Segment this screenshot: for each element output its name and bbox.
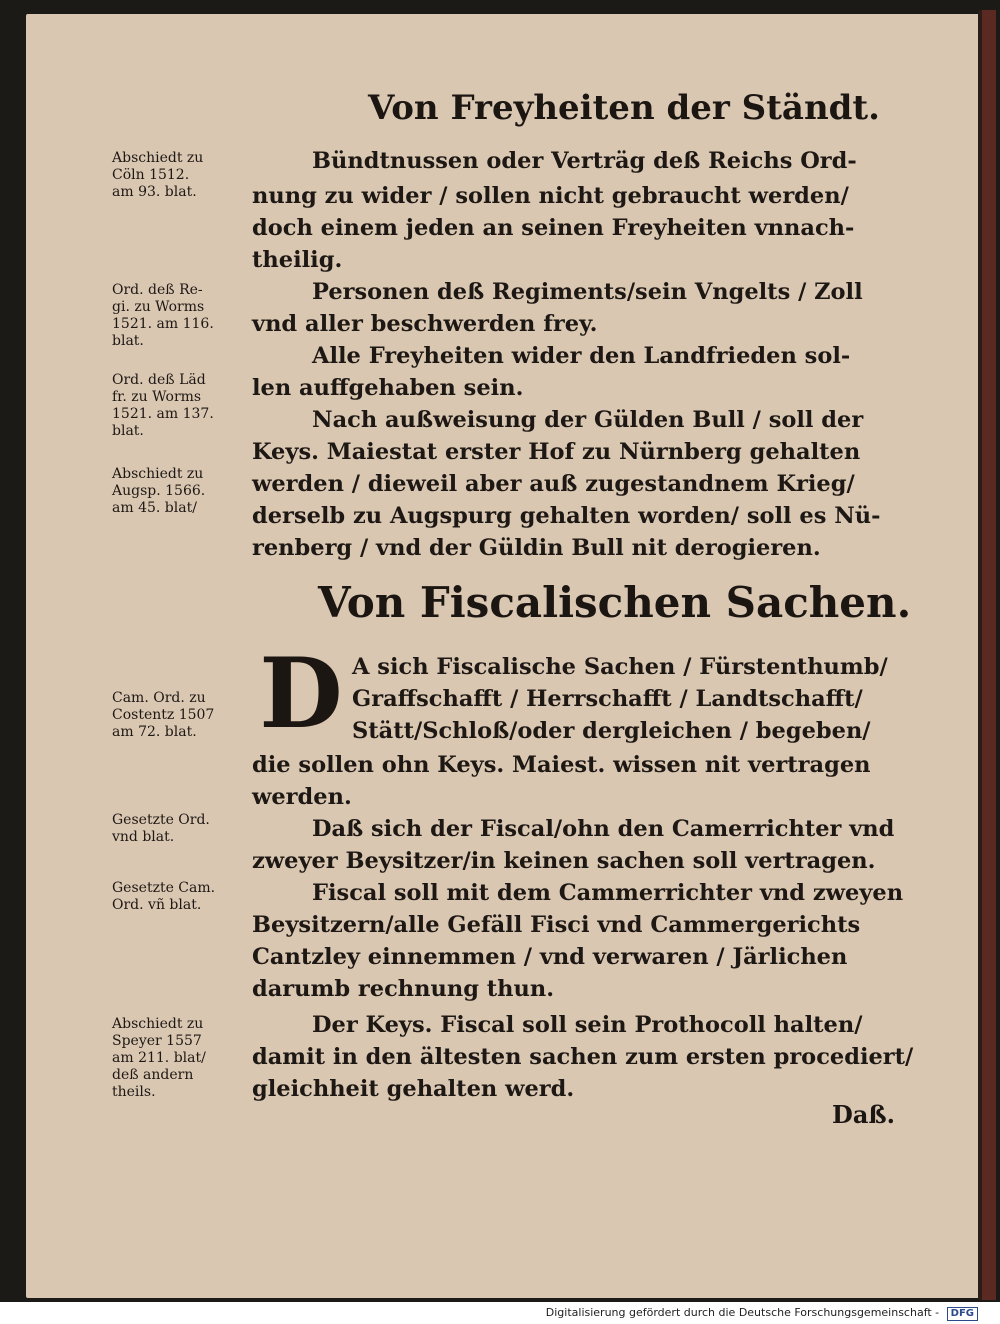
margin-note-line: Ord. vñ blat. (112, 897, 202, 913)
margin-note (112, 1016, 252, 1101)
section-heading-freyheiten: Von Freyheiten der Ständt. (368, 88, 880, 128)
section-heading-fiscalischen: Von Fiscalischen Sachen. (318, 578, 912, 627)
text-line: len auffgehaben sein. (252, 375, 524, 401)
text-line: Fiscal soll mit dem Cammerrichter vnd zweyen (312, 880, 904, 906)
text-line: zweyer Beysitzer/in keinen sachen soll vertragen. (252, 848, 876, 874)
text-line: werden. (252, 784, 352, 810)
text-line: vnd aller beschwerden frey. (252, 311, 598, 337)
margin-note (112, 690, 252, 741)
text-line: nung zu wider / sollen nicht gebraucht werden/ (252, 183, 849, 209)
text-line: Bündtnussen oder Verträg deß Reichs Ord- (312, 148, 857, 174)
margin-note-line: Abschiedt zu (112, 150, 204, 166)
margin-note-line: blat. (112, 333, 144, 349)
text-line: A sich Fiscalische Sachen / Fürstenthumb/ (352, 654, 888, 680)
margin-note-line: 1521. am 116. (112, 316, 214, 332)
margin-note-line: Cam. Ord. zu (112, 690, 206, 706)
text-line: Nach außweisung der Gülden Bull / soll der (312, 407, 864, 433)
catchword: Daß. (832, 1100, 895, 1129)
margin-note-line: Gesetzte Ord. (112, 812, 210, 828)
text-line: Beysitzern/alle Gefäll Fisci vnd Cammergerichts (252, 912, 861, 938)
text-line: darumb rechnung thun. (252, 976, 555, 1002)
text-line: damit in den ältesten sachen zum ersten procediert/ (252, 1044, 914, 1070)
margin-note (112, 466, 252, 517)
margin-note-line: am 45. blat/ (112, 500, 197, 516)
margin-note-line: Speyer 1557 (112, 1033, 202, 1049)
text-line: Keys. Maiestat erster Hof zu Nürnberg gehalten (252, 439, 861, 465)
text-line: theilig. (252, 247, 343, 273)
margin-note-line: deß andern (112, 1067, 194, 1083)
text-line: Cantzley einnemmen / vnd verwaren / Järlichen (252, 944, 848, 970)
margin-note-line: Ord. deß Läd (112, 372, 206, 388)
book-binding-edge (982, 10, 996, 1300)
margin-note-line: am 93. blat. (112, 184, 197, 200)
text-line: Personen deß Regiments/sein Vngelts / Zoll (312, 279, 863, 305)
margin-note-line: Gesetzte Cam. (112, 880, 216, 896)
text-line: Der Keys. Fiscal soll sein Prothocoll halten/ (312, 1012, 863, 1038)
dfg-logo: DFG (947, 1307, 978, 1321)
margin-note-line: Costentz 1507 (112, 707, 215, 723)
text-line: die sollen ohn Keys. Maiest. wissen nit vertragen (252, 752, 871, 778)
margin-note (112, 282, 252, 350)
margin-note-line: Abschiedt zu (112, 466, 204, 482)
margin-note-line: Augsp. 1566. (112, 483, 206, 499)
margin-note-line: Abschiedt zu (112, 1016, 204, 1032)
margin-note-line: am 211. blat/ (112, 1050, 206, 1066)
text-line: Stätt/Schloß/oder dergleichen / begeben/ (352, 718, 871, 744)
margin-note-line: 1521. am 137. (112, 406, 214, 422)
text-line: renberg / vnd der Güldin Bull nit derogieren. (252, 535, 821, 561)
text-line: doch einem jeden an seinen Freyheiten vnnach- (252, 215, 855, 241)
text-line: Daß sich der Fiscal/ohn den Camerrichter vnd (312, 816, 895, 842)
margin-note-line: Cöln 1512. (112, 167, 190, 183)
text-line: Graffschafft / Herrschafft / Landtschafft/ (352, 686, 863, 712)
margin-note (112, 372, 252, 440)
text-line: werden / dieweil aber auß zugestandnem Krieg/ (252, 471, 855, 497)
margin-note-line: blat. (112, 423, 144, 439)
margin-note-line: vnd blat. (112, 829, 175, 845)
text-line: gleichheit gehalten werd. (252, 1076, 575, 1102)
margin-note-line: gi. zu Worms (112, 299, 205, 315)
margin-note (112, 812, 252, 846)
margin-note-line: am 72. blat. (112, 724, 197, 740)
margin-note (112, 880, 252, 914)
margin-note-line: theils. (112, 1084, 156, 1100)
footer-text: Digitalisierung gefördert durch die Deutsche Forschungsgemeinschaft - (545, 1306, 940, 1319)
margin-note-line: fr. zu Worms (112, 389, 202, 405)
text-line: derselb zu Augspurg gehalten worden/ soll es Nü- (252, 503, 881, 529)
text-line: Alle Freyheiten wider den Landfrieden sol- (312, 343, 851, 369)
decorated-initial: D (259, 637, 343, 750)
margin-note (112, 150, 252, 201)
digitization-footer (546, 1306, 978, 1321)
margin-note-line: Ord. deß Re- (112, 282, 203, 298)
